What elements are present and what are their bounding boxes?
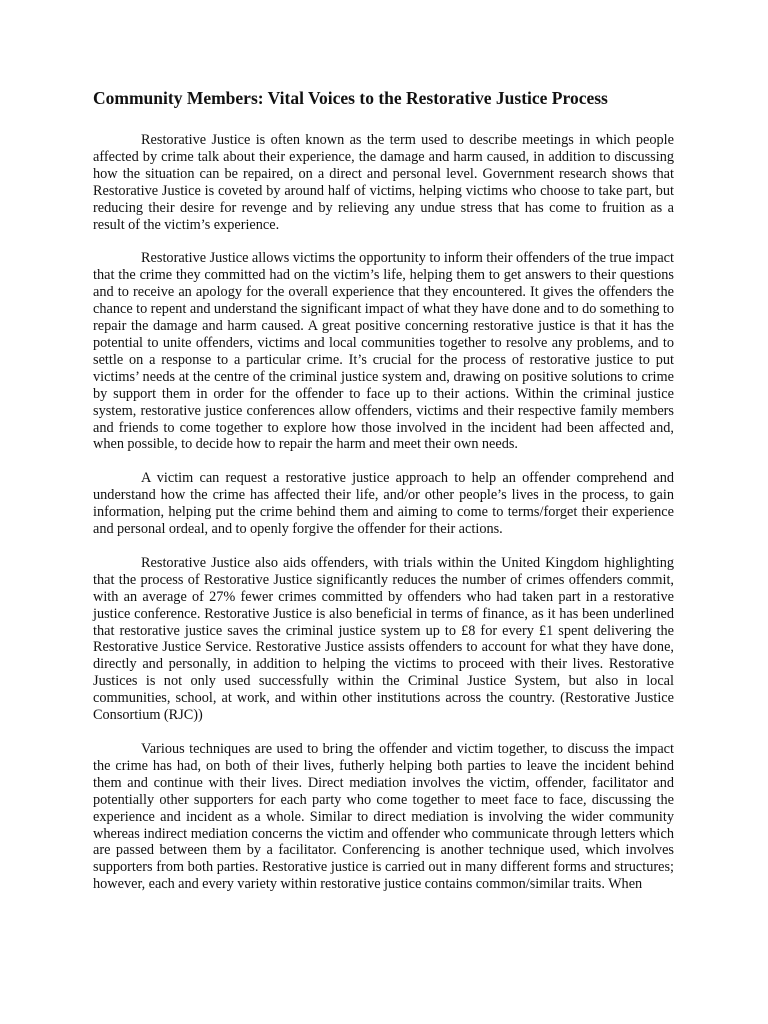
paragraph-5: Various techniques are used to bring the offender and victim together, to discuss the impact the crime has had, on both of their lives, futherly helping both parties to leave the incident behind them and continue with their lives. Direct mediation involves the victim, offender, facilitator and potentially other supporters for each party who come together to meet face to face, discussing the experience and incident as a whole. Similar to direct mediation is involving the wider community whereas indirect mediation concerns the victim and offender who communicate through letters which are passed between them by a facilitator. Conferencing is another technique used, which involves supporters from both parties. Restorative justice is carried out in many different forms and structures; however, each and every variety within restorative justice contains common/similar traits. When	[93, 741, 674, 893]
paragraph-2: Restorative Justice allows victims the opportunity to inform their offenders of the true impact that the crime they committed had on the victim’s life, helping them to get answers to their questions and to receive an apology for the overall experience that they encountered. It gives the offenders the chance to repent and understand the significant impact of what they have done and to do something to repair the damage and harm caused. A great positive concerning restorative justice is that it has the potential to unite offenders, victims and local communities together to resolve any problems, and to settle on a response to a particular crime. It’s crucial for the process of restorative justice to put victims’ needs at the centre of the criminal justice system and, drawing on positive solutions to crime by support them in order for the offender to face up to their actions. Within the criminal justice system, restorative justice conferences allow offenders, victims and their respective family members and friends to come together to explore how those involved in the incident had been affected and, when possible, to decide how to repair the harm and meet their own needs.	[93, 250, 674, 453]
paragraph-3: A victim can request a restorative justice approach to help an offender comprehend and understand how the crime has affected their life, and/or other people’s lives in the process, to gain information, helping put the crime behind them and aiming to come to terms/forget their experience and personal ordeal, and to openly forgive the offender for their actions.	[93, 470, 674, 538]
document-title: Community Members: Vital Voices to the Restorative Justice Process	[93, 88, 608, 108]
paragraph-1: Restorative Justice is often known as the term used to describe meetings in which people affected by crime talk about their experience, the damage and harm caused, in addition to discussing how the situation can be repaired, on a direct and personal level. Government research shows that Restorative Justice is coveted by around half of victims, helping victims who choose to take part, but reducing their desire for revenge and by relieving any undue stress that has come to fruition as a result of the victim’s experience.	[93, 132, 674, 233]
document-page	[93, 86, 674, 910]
paragraph-4: Restorative Justice also aids offenders, with trials within the United Kingdom highlighting that the process of Restorative Justice significantly reduces the number of crimes offenders commit, with an average of 27% fewer crimes committed by offenders who had taken part in a restorative justice conference. Restorative Justice is also beneficial in terms of finance, as it has been underlined that restorative justice saves the criminal justice system up to £8 for every £1 spent delivering the Restorative Justice Service. Restorative Justice assists offenders to account for what they have done, directly and personally, in addition to helping the victims to proceed with their lives. Restorative Justices is not only used successfully within the Criminal Justice System, but also in local communities, school, at work, and within other institutions across the country. (Restorative Justice Consortium (RJC))	[93, 554, 674, 724]
